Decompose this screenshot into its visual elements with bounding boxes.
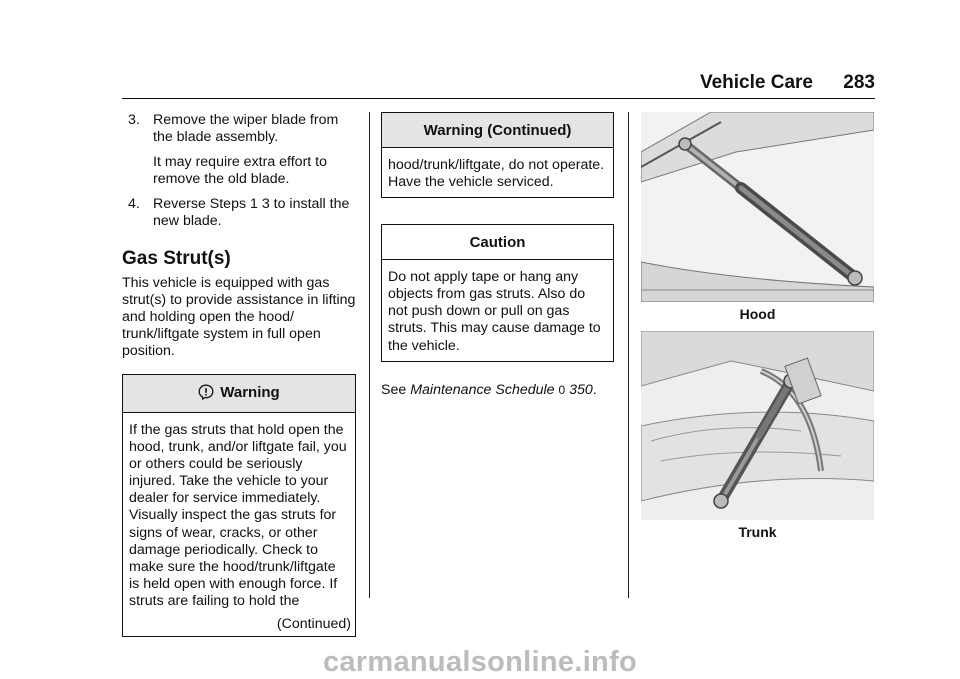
page-header bbox=[0, 70, 875, 100]
warning-continued-body: hood/trunk/liftgate, do not operate. Have the vehicle serviced. bbox=[388, 157, 605, 191]
warning-continued-box bbox=[381, 112, 614, 198]
warning-title: Warning bbox=[220, 384, 280, 401]
page-ref-arrow: 0 bbox=[558, 382, 566, 397]
watermark: carmanualsonline.info bbox=[322, 646, 638, 678]
step-number: 4. bbox=[128, 196, 140, 212]
trunk-caption: Trunk bbox=[738, 524, 777, 540]
header-rule bbox=[122, 98, 875, 99]
step-text: Remove the wiper blade from the blade assembly. bbox=[153, 112, 339, 145]
step-text: Reverse Steps 1 3 to install the new blade. bbox=[153, 196, 350, 229]
hood-caption: Hood bbox=[739, 306, 776, 322]
page-ref-number: 350 bbox=[569, 381, 593, 398]
warning-header bbox=[123, 375, 355, 413]
column-divider bbox=[369, 112, 370, 598]
caution-box bbox=[381, 224, 614, 361]
ref-suffix: . bbox=[592, 381, 597, 398]
middle-column bbox=[381, 112, 614, 399]
intro-paragraph: This vehicle is equipped with gas strut(s) to provide assistance in lifting and holding open the hood/ trunk/liftgate system in full open position. bbox=[122, 275, 356, 359]
column-divider bbox=[628, 112, 629, 598]
page-number: 283 bbox=[843, 72, 875, 93]
caution-header: Caution bbox=[382, 225, 613, 260]
warning-box bbox=[122, 374, 356, 637]
step-note: It may require extra effort to remove the old blade. bbox=[153, 154, 328, 187]
warning-body: If the gas struts that hold open the hood, trunk, and/or liftgate fail, you or others could be seriously injured. Take the vehicle to your dealer for service immediately. Visually inspect the gas struts for signs of wear, cracks, or other damage periodically. Check to make sure the hood/trunk/liftgate is held open with enough force. If struts are failing to hold the bbox=[129, 422, 347, 609]
section-heading: Gas Strut(s) bbox=[122, 248, 231, 269]
step-3 bbox=[122, 112, 356, 146]
section-title: Vehicle Care bbox=[699, 72, 813, 93]
warning-icon bbox=[198, 384, 214, 404]
continued-label: (Continued) bbox=[276, 616, 351, 633]
trunk-gas-strut-illustration bbox=[641, 331, 874, 520]
hood-gas-strut-illustration bbox=[641, 112, 874, 302]
step-number: 3. bbox=[128, 112, 140, 128]
warning-continued-header: Warning (Continued) bbox=[382, 113, 613, 148]
maintenance-schedule-link[interactable]: Maintenance Schedule bbox=[410, 381, 555, 398]
left-column bbox=[122, 112, 356, 637]
step-4 bbox=[122, 196, 356, 230]
see-prefix: See bbox=[381, 381, 407, 398]
see-reference bbox=[381, 382, 614, 399]
caution-body: Do not apply tape or hang any objects from gas struts. Also do not push down or pull on gas struts. This may cause damage to the vehicle. bbox=[388, 269, 601, 354]
